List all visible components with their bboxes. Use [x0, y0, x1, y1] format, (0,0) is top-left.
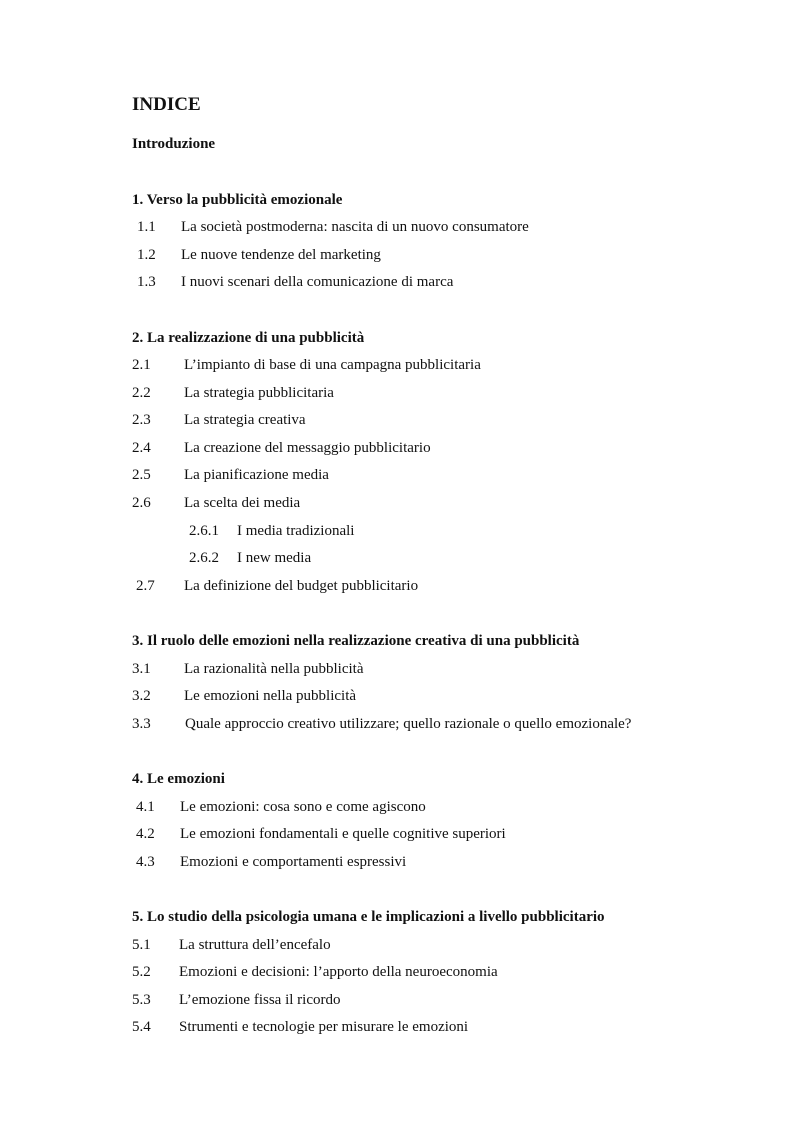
toc-item-number: 2.1	[132, 357, 151, 373]
chapter-2-heading: 2. La realizzazione di una pubblicità	[132, 330, 365, 346]
toc-item-number: 4.2	[136, 826, 155, 842]
chapter-1-heading: 1. Verso la pubblicità emozionale	[132, 192, 343, 208]
toc-item-5-1	[0, 936, 793, 954]
toc-item-text: Le emozioni fondamentali e quelle cognitive superiori	[180, 826, 506, 842]
toc-item-3-2	[0, 687, 793, 705]
toc-item-text: La strategia pubblicitaria	[184, 385, 334, 401]
toc-item-2-1	[0, 356, 793, 374]
toc-item-text: La struttura dell’encefalo	[179, 937, 331, 953]
toc-item-text: Emozioni e decisioni: l’apporto della neuroeconomia	[179, 964, 498, 980]
toc-item-number: 2.5	[132, 467, 151, 483]
toc-item-number: 2.3	[132, 412, 151, 428]
toc-item-text: Strumenti e tecnologie per misurare le emozioni	[179, 1019, 469, 1035]
toc-item-number: 3.3	[132, 716, 151, 732]
toc-item-text: La razionalità nella pubblicità	[184, 661, 364, 677]
toc-item-text: La società postmoderna: nascita di un nuovo consumatore	[181, 219, 529, 235]
toc-item-number: 2.6	[132, 495, 151, 511]
toc-item-text: L’emozione fissa il ricordo	[179, 992, 341, 1008]
toc-item-2-6	[0, 494, 793, 512]
chapter-5-heading: 5. Lo studio della psicologia umana e le implicazioni a livello pubblicitario	[132, 909, 605, 925]
toc-item-number: 1.2	[137, 247, 156, 263]
toc-item-number: 2.7	[136, 578, 155, 594]
toc-item-3-3	[0, 715, 793, 733]
toc-item-text: I new media	[237, 550, 312, 566]
toc-item-2-7	[0, 577, 793, 595]
toc-item-number: 5.1	[132, 937, 151, 953]
toc-item-2-3	[0, 411, 793, 429]
toc-item-number: 4.1	[136, 799, 155, 815]
toc-item-text: La pianificazione media	[184, 467, 329, 483]
toc-item-text: Le nuove tendenze del marketing	[181, 247, 381, 263]
toc-item-text: I nuovi scenari della comunicazione di marca	[181, 274, 454, 290]
toc-item-1-1	[0, 218, 793, 236]
toc-item-number: 5.2	[132, 964, 151, 980]
toc-item-number: 2.4	[132, 440, 151, 456]
page-title: INDICE	[132, 94, 201, 115]
toc-item-number: 5.3	[132, 992, 151, 1008]
toc-item-number: 1.1	[137, 219, 156, 235]
toc-item-text: La strategia creativa	[184, 412, 306, 428]
toc-item-4-1	[0, 798, 793, 816]
toc-item-2-2	[0, 384, 793, 402]
toc-item-text: La definizione del budget pubblicitario	[184, 578, 419, 594]
toc-item-number: 2.6.1	[189, 523, 219, 539]
toc-item-2-4	[0, 439, 793, 457]
toc-item-number: 4.3	[136, 854, 155, 870]
toc-item-2-5	[0, 466, 793, 484]
chapter-4-heading: 4. Le emozioni	[132, 771, 225, 787]
toc-item-2-6-2	[0, 549, 793, 567]
toc-item-number: 1.3	[137, 274, 156, 290]
toc-item-4-2	[0, 825, 793, 843]
toc-item-number: 5.4	[132, 1019, 151, 1035]
toc-item-2-6-1	[0, 522, 793, 540]
toc-item-text: L’impianto di base di una campagna pubblicitaria	[184, 357, 481, 373]
toc-item-5-3	[0, 991, 793, 1009]
toc-item-text: La creazione del messaggio pubblicitario	[184, 440, 431, 456]
toc-item-1-2	[0, 246, 793, 264]
toc-item-text: Le emozioni nella pubblicità	[184, 688, 357, 704]
toc-item-text: Emozioni e comportamenti espressivi	[180, 854, 407, 870]
toc-item-5-4	[0, 1018, 793, 1036]
chapter-3-heading: 3. Il ruolo delle emozioni nella realizzazione creativa di una pubblicità	[132, 633, 580, 649]
toc-item-text: Le emozioni: cosa sono e come agiscono	[180, 799, 426, 815]
toc-item-5-2	[0, 963, 793, 981]
toc-item-3-1	[0, 660, 793, 678]
toc-item-text: Quale approccio creativo utilizzare; quello razionale o quello emozionale?	[185, 716, 632, 732]
toc-item-number: 2.2	[132, 385, 151, 401]
toc-item-1-3	[0, 273, 793, 291]
toc-item-4-3	[0, 853, 793, 871]
toc-item-text: I media tradizionali	[237, 523, 355, 539]
toc-item-number: 2.6.2	[189, 550, 219, 566]
toc-item-text: La scelta dei media	[184, 495, 301, 511]
toc-introduzione: Introduzione	[132, 136, 216, 152]
toc-item-number: 3.2	[132, 688, 151, 704]
toc-item-number: 3.1	[132, 661, 151, 677]
